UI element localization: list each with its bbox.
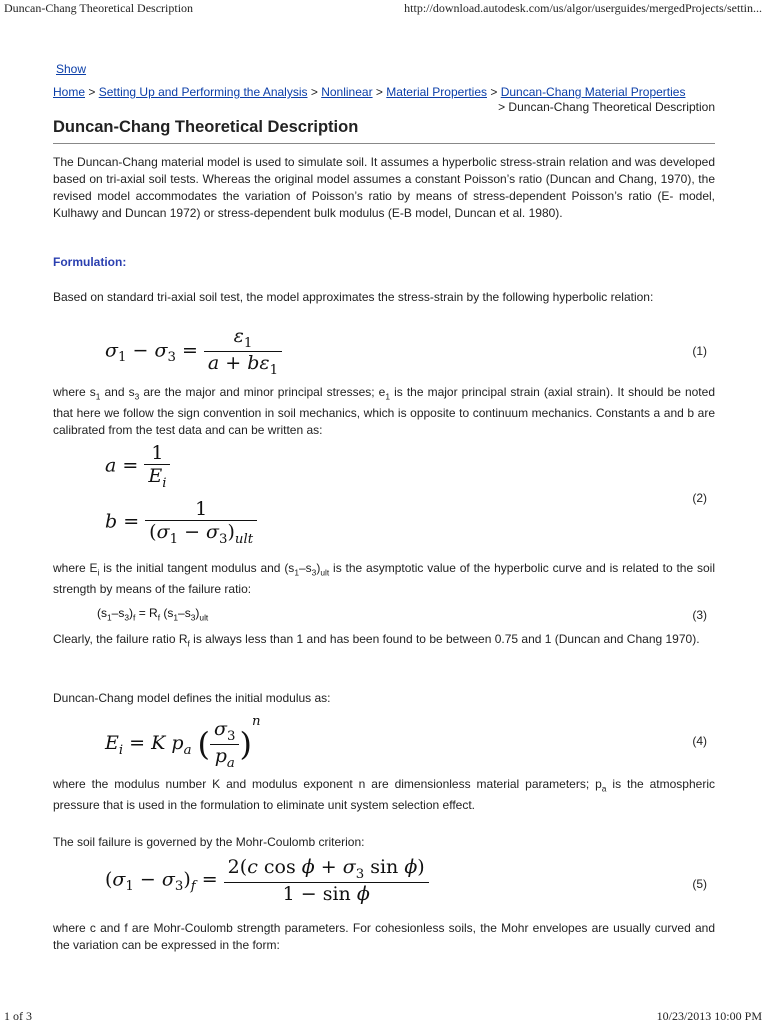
paragraph-initial-modulus: Duncan-Chang model defines the initial modulus as:	[53, 691, 331, 705]
page-footer-datetime: 10/23/2013 10:00 PM	[656, 1009, 762, 1023]
breadcrumb-separator: >	[310, 85, 318, 99]
show-link[interactable]: Show	[56, 62, 87, 76]
equation-number-2: (2)	[692, 491, 707, 505]
equation-5: $(\sigma_1 - \sigma_3)_f$ = $\frac{2(c \cos \phi + \sigma_3 \sin \phi)}{\text{1 − sin ϕ}}$	[105, 856, 429, 905]
breadcrumb-setting-up[interactable]: Setting Up and Performing the Analysis	[98, 85, 308, 99]
formulation-heading: Formulation:	[53, 255, 127, 269]
paragraph-where-modulus-number: where the modulus number K and modulus exponent n are dimensionless material parameters; $p_a$ is the atmospheric pressure that is used in the formulation to eliminate unit system selection effect.	[53, 777, 715, 813]
breadcrumb-nonlinear[interactable]: Nonlinear	[321, 85, 373, 99]
intro-paragraph: The Duncan-Chang material model is used to simulate soil. It assumes a hyperbolic stress-strain relation and was developed based on tri-axial soil tests. Whereas the original model assumes a constant Poisson’s ratio (Duncan and Chang, 1970), the revised model accommodates the variation of Poisson’s ratio by means of stress-dependent Poisson’s ratio (E- model, Kulhawy and Duncan 1972) or stress-dependent bulk modulus (E-B model, Duncan et al. 1980).	[53, 155, 715, 220]
breadcrumb-duncan-chang-properties[interactable]: Duncan-Chang Material Properties	[500, 85, 686, 99]
breadcrumb-separator: >	[375, 85, 383, 99]
breadcrumb-home[interactable]: Home	[53, 85, 86, 99]
paragraph-where-mohr-coulomb: where c and f are Mohr-Coulomb strength parameters. For cohesionless soils, the Mohr envelopes are usually curved and the variation can be expressed in the form:	[53, 921, 715, 952]
page-header-title: Duncan-Chang Theoretical Description	[4, 1, 194, 15]
breadcrumb-material-properties[interactable]: Material Properties	[386, 85, 487, 99]
page-title: Duncan-Chang Theoretical Description	[53, 118, 715, 144]
paragraph-soil-failure: The soil failure is governed by the Mohr-Coulomb criterion:	[53, 835, 365, 849]
breadcrumb-current: > Duncan-Chang Theoretical Description	[498, 100, 715, 114]
equation-2-a: a = $\frac{1}{E_i}$	[105, 442, 170, 491]
equation-4: $E_i = K$ $p_a$ ( $\frac{\sigma_3}{p_a}$ )$^n$	[105, 714, 261, 771]
paragraph-clearly: Clearly, the failure ratio $R_f$ is always less than 1 and has been found to be between 0.75 and 1 (Duncan and Chang 1970).	[53, 632, 700, 649]
breadcrumb	[53, 84, 715, 100]
equation-number-1: (1)	[692, 344, 707, 358]
paragraph-where-principal-stresses: where $s_1$ and $s_3$ are the major and minor principal stresses; $e_1$ is the major principal strain (axial strain). It should be noted that here we follow the sign convention in soil mechanics, which is opposite to continuum mechanics. Constants a and b are calibrated from the test data and can be written as:	[53, 385, 715, 438]
page-footer-page-number: 1 of 3	[4, 1009, 32, 1023]
breadcrumb-separator: >	[490, 85, 498, 99]
equation-2-b: b = $\frac{1}{(\sigma_1 - \sigma_3)_{ult}}$	[105, 498, 257, 547]
equation-number-4: (4)	[692, 734, 707, 748]
equation-3: $(s_1-s_3)_f = R_f$ $(s_1-s_3)_{ult}$	[97, 606, 209, 623]
breadcrumb-separator: >	[88, 85, 96, 99]
equation-1: $\sigma_1 - \sigma_3$ = $\frac{\varepsilon_1}{a + b\varepsilon_1}$	[105, 325, 282, 378]
paragraph-where-initial-tangent: where $E_i$ is the initial tangent modulus and $(s_1-s_3)_{ult}$ is the asymptotic value of the hyperbolic curve and is related to the soil strength by means of the failure ratio:	[53, 561, 715, 597]
equation-number-5: (5)	[692, 877, 707, 891]
paragraph-based-on: Based on standard tri-axial soil test, the model approximates the stress-strain by the following hyperbolic relation:	[53, 290, 654, 304]
page-header-url: http://download.autodesk.com/us/algor/userguides/mergedProjects/settin...	[404, 1, 762, 15]
equation-number-3: (3)	[692, 608, 707, 622]
